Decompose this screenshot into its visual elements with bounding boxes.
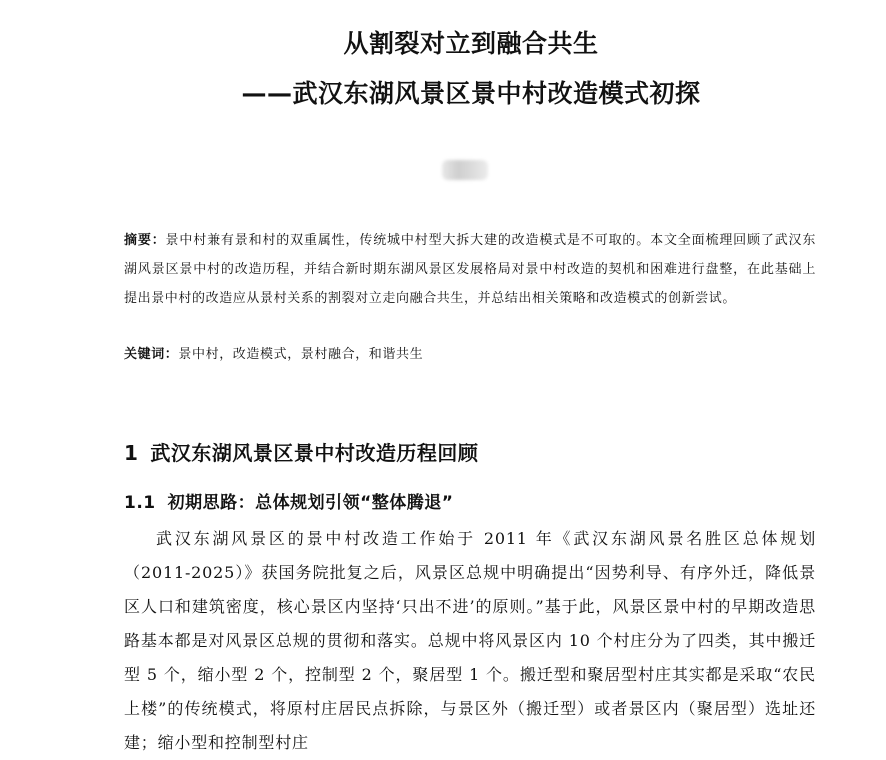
subsection-title: 初期思路：总体规划引领“整体腾退” — [167, 493, 454, 513]
subsection-heading — [124, 488, 453, 513]
abstract-text: 景中村兼有景和村的双重属性，传统城中村型大拆大建的改造模式是不可取的。本文全面梳理回顾了武汉东湖风景区景中村的改造历程，并结合新时期东湖风景区发展格局对景中村改造的契机和困难进行盘整，在此基础上提出景中村的改造应从景村关系的割裂对立走向融合共生，并总结出相关策略和改造模式的创新尝试。 — [124, 233, 816, 306]
section-number: 1 — [124, 441, 139, 465]
paper-subtitle: ——武汉东湖风景区景中村改造模式初探 — [241, 79, 701, 108]
keywords-label: 关键词： — [124, 347, 179, 362]
keywords — [124, 340, 816, 369]
section-title: 武汉东湖风景区景中村改造历程回顾 — [150, 441, 479, 465]
author-name-redacted — [442, 160, 488, 180]
section-heading — [124, 437, 478, 466]
keywords-text: 景中村，改造模式，景村融合，和谐共生 — [178, 347, 424, 362]
abstract-label: 摘要： — [124, 233, 166, 248]
subsection-number: 1.1 — [124, 493, 156, 513]
body-paragraph: 武汉东湖风景区的景中村改造工作始于 2011 年《武汉东湖风景名胜区总体规划（2011-2025）》获国务院批复之后，风景区总规中明确提出“因势利导、有序外迁，降低景区人口和建筑密度，核心景区内坚持‘只出不进’的原则。”基于此，风景区景中村的早期改造思路基本都是对风景区总规的贯彻和落实。总规中将风景区内 10 个村庄分为了四类，其中搬迁型 5 个，缩小型 2 个，控制型 2 个，聚居型 1 个。搬迁型和聚居型村庄其实都是采取“农民上楼”的传统模式，将原村庄居民点拆除，与景区外（搬迁型）或者景区内（聚居型）选址还建；缩小型和控制型村庄 — [124, 529, 816, 752]
paper-title: 从割裂对立到融合共生 — [343, 29, 599, 58]
abstract — [124, 226, 816, 313]
